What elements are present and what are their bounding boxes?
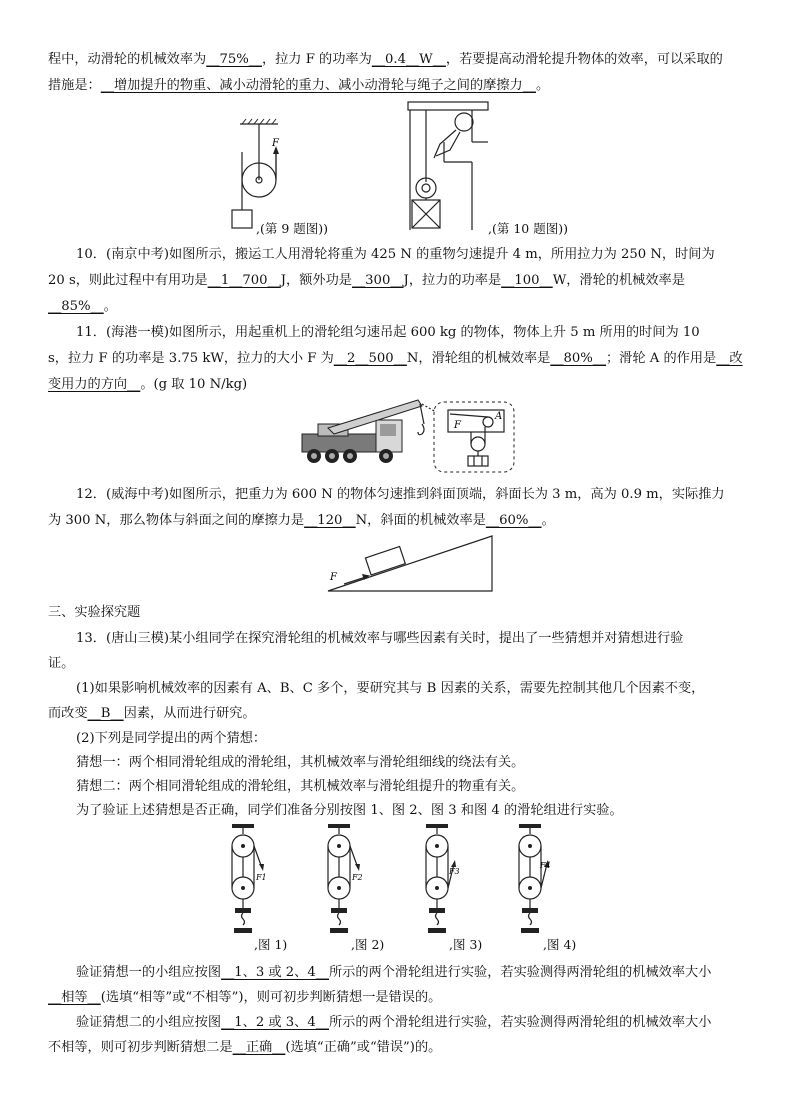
figure-13-pulley-3 <box>420 824 470 944</box>
figure-10-worker-pulley <box>400 102 490 232</box>
text: s，拉力 F 的功率是 3.75 kW，拉力的大小 F 为 <box>48 351 334 366</box>
q11-line-2 <box>48 350 743 368</box>
figure-11-crane <box>298 398 518 478</box>
answer-blank: __1、3 或 2、4__ <box>221 965 329 980</box>
text: J，额外功是 <box>280 273 352 288</box>
text: N，滑轮组的机械效率是 <box>406 351 551 366</box>
q13-line-1: 13．(唐山三模)某小组同学在探究滑轮组的机械效率与哪些因素有关时，提出了一些猜想并对猜想进行验 <box>76 631 684 646</box>
section-title: 三、实验探究题 <box>48 605 141 620</box>
text: 20 s，则此过程中有用功是 <box>48 273 208 288</box>
force-label: F1 <box>256 873 267 882</box>
text: (选填“相等”或“不相等”)，则可初步判断猜想一是错误的。 <box>100 990 442 1005</box>
q12-line-1: 12．(威海中考)如图所示，把重力为 600 N 的物体匀速推到斜面顶端，斜面长为 3 m，高为 0.9 m，实际推力 <box>76 487 725 502</box>
answer-blank: __60%__ <box>485 513 542 528</box>
q13-line-2: 证。 <box>48 656 75 671</box>
figure-12-incline <box>326 534 496 594</box>
answer-blank: __1、2 或 3、4__ <box>221 1015 329 1030</box>
text: 。 <box>541 513 555 528</box>
answer-blank: __120__ <box>304 513 356 528</box>
answer-blank: 变用力的方向__ <box>48 377 141 392</box>
text: 为 300 N，那么物体与斜面之间的摩擦力是 <box>48 513 305 528</box>
text: ，若要提高动滑轮提升物体的效率，可以采取的 <box>445 52 723 67</box>
text: 措施是： <box>48 78 101 93</box>
answer-blank: __80%__ <box>550 351 606 366</box>
guess-2: 猜想二：两个相同滑轮组成的滑轮组，其机械效率与滑轮组提升的物重有关。 <box>76 779 525 794</box>
text: (选填“正确”或“错误”)的。 <box>285 1040 442 1055</box>
q11-line-3 <box>48 376 247 394</box>
answer-blank: __相等__ <box>48 990 101 1005</box>
force-label-f: F <box>330 572 337 583</box>
text: 验证猜想一的小组应按图 <box>76 965 222 980</box>
verify-1-line-2 <box>48 989 441 1007</box>
caption-fig10: ,(第 10 题图)) <box>488 221 568 236</box>
q9-line-2 <box>48 77 549 95</box>
answer-blank: __增加提升的物重、减小动滑轮的重力、减小动滑轮与绳子之间的摩擦力__ <box>100 78 536 93</box>
text: 。(g 取 10 N/kg) <box>140 377 248 392</box>
q13-p3: 为了验证上述猜想是否正确，同学们准备分别按图 1、图 2、图 3 和图 4 的滑轮组进行实验。 <box>76 803 623 818</box>
text: 。 <box>103 299 117 314</box>
text: 所示的两个滑轮组进行实验，若实验测得两滑轮组的机械效率大小 <box>328 1015 712 1030</box>
text: 所示的两个滑轮组进行实验，若实验测得两滑轮组的机械效率大小 <box>328 965 712 980</box>
label-a: A <box>495 411 503 422</box>
answer-blank: __0.4__W__ <box>371 52 446 67</box>
answer-blank: __2__500__ <box>333 351 407 366</box>
force-label-f: F <box>272 138 279 149</box>
text: W，滑轮的机械效率是 <box>552 273 685 288</box>
text: 不相等，则可初步判断猜想二是 <box>48 1040 233 1055</box>
guess-1: 猜想一：两个相同滑轮组成的滑轮组，其机械效率与滑轮组细线的绕法有关。 <box>76 755 525 770</box>
answer-blank: __85%__ <box>48 299 104 314</box>
q12-line-2 <box>48 512 555 530</box>
answer-blank: __B__ <box>87 706 124 721</box>
answer-blank: __正确__ <box>232 1040 286 1055</box>
q10-line-1: 10．(南京中考)如图所示，搬运工人用滑轮将重为 425 N 的重物匀速提升 4 m，所用拉力为 250 N，时间为 <box>76 247 715 262</box>
q11-line-1: 11．(海港一模)如图所示，用起重机上的滑轮组匀速吊起 600 kg 的物体，物体上升 5 m 所用的时间为 10 <box>76 325 700 340</box>
text: 验证猜想二的小组应按图 <box>76 1015 222 1030</box>
caption-fig2: ,图 2) <box>351 937 385 952</box>
text: 程中，动滑轮的机械效率为 <box>48 52 207 67</box>
text: 因素，从而进行研究。 <box>123 706 256 721</box>
q13-p1-line-1: (1)如果影响机械效率的因素有 A、B、C 多个，要研究其与 B 因素的关系，需要先控制其他几个因素不变， <box>76 681 705 696</box>
figure-13-pulley-1 <box>226 824 276 944</box>
answer-blank: __100__ <box>501 273 553 288</box>
verify-2-line-2 <box>48 1039 441 1057</box>
q13-p1-line-2 <box>48 705 256 723</box>
force-label: F2 <box>352 873 363 882</box>
verify-2-line-1 <box>76 1014 711 1032</box>
q10-line-2 <box>48 272 685 290</box>
q9-line-1 <box>48 51 723 69</box>
answer-blank: __1__700__ <box>207 273 281 288</box>
verify-1-line-1 <box>76 964 711 982</box>
text: J，拉力的功率是 <box>403 273 502 288</box>
figure-13-pulley-2 <box>322 824 372 944</box>
q10-line-3 <box>48 298 117 316</box>
answer-blank: __300__ <box>351 273 404 288</box>
text: N，斜面的机械效率是 <box>355 513 486 528</box>
text: ，拉力 F 的功率为 <box>261 52 372 67</box>
caption-fig9: ,(第 9 题图)) <box>256 221 329 236</box>
figure-13-pulley-4 <box>513 824 563 944</box>
q13-p2: (2)下列是同学提出的两个猜想： <box>76 731 267 746</box>
text: 。 <box>535 78 550 93</box>
answer-blank: __改 <box>716 351 743 366</box>
answer-blank: __75%__ <box>206 52 262 67</box>
text: 而改变 <box>48 706 88 721</box>
text: ；滑轮 A 的作用是 <box>606 351 717 366</box>
label-f: F <box>454 420 461 431</box>
caption-fig1: ,图 1) <box>254 937 288 952</box>
force-label: F3 <box>449 867 460 876</box>
force-label: F4 <box>540 861 551 870</box>
caption-fig3: ,图 3) <box>449 937 483 952</box>
caption-fig4: ,图 4) <box>543 937 577 952</box>
